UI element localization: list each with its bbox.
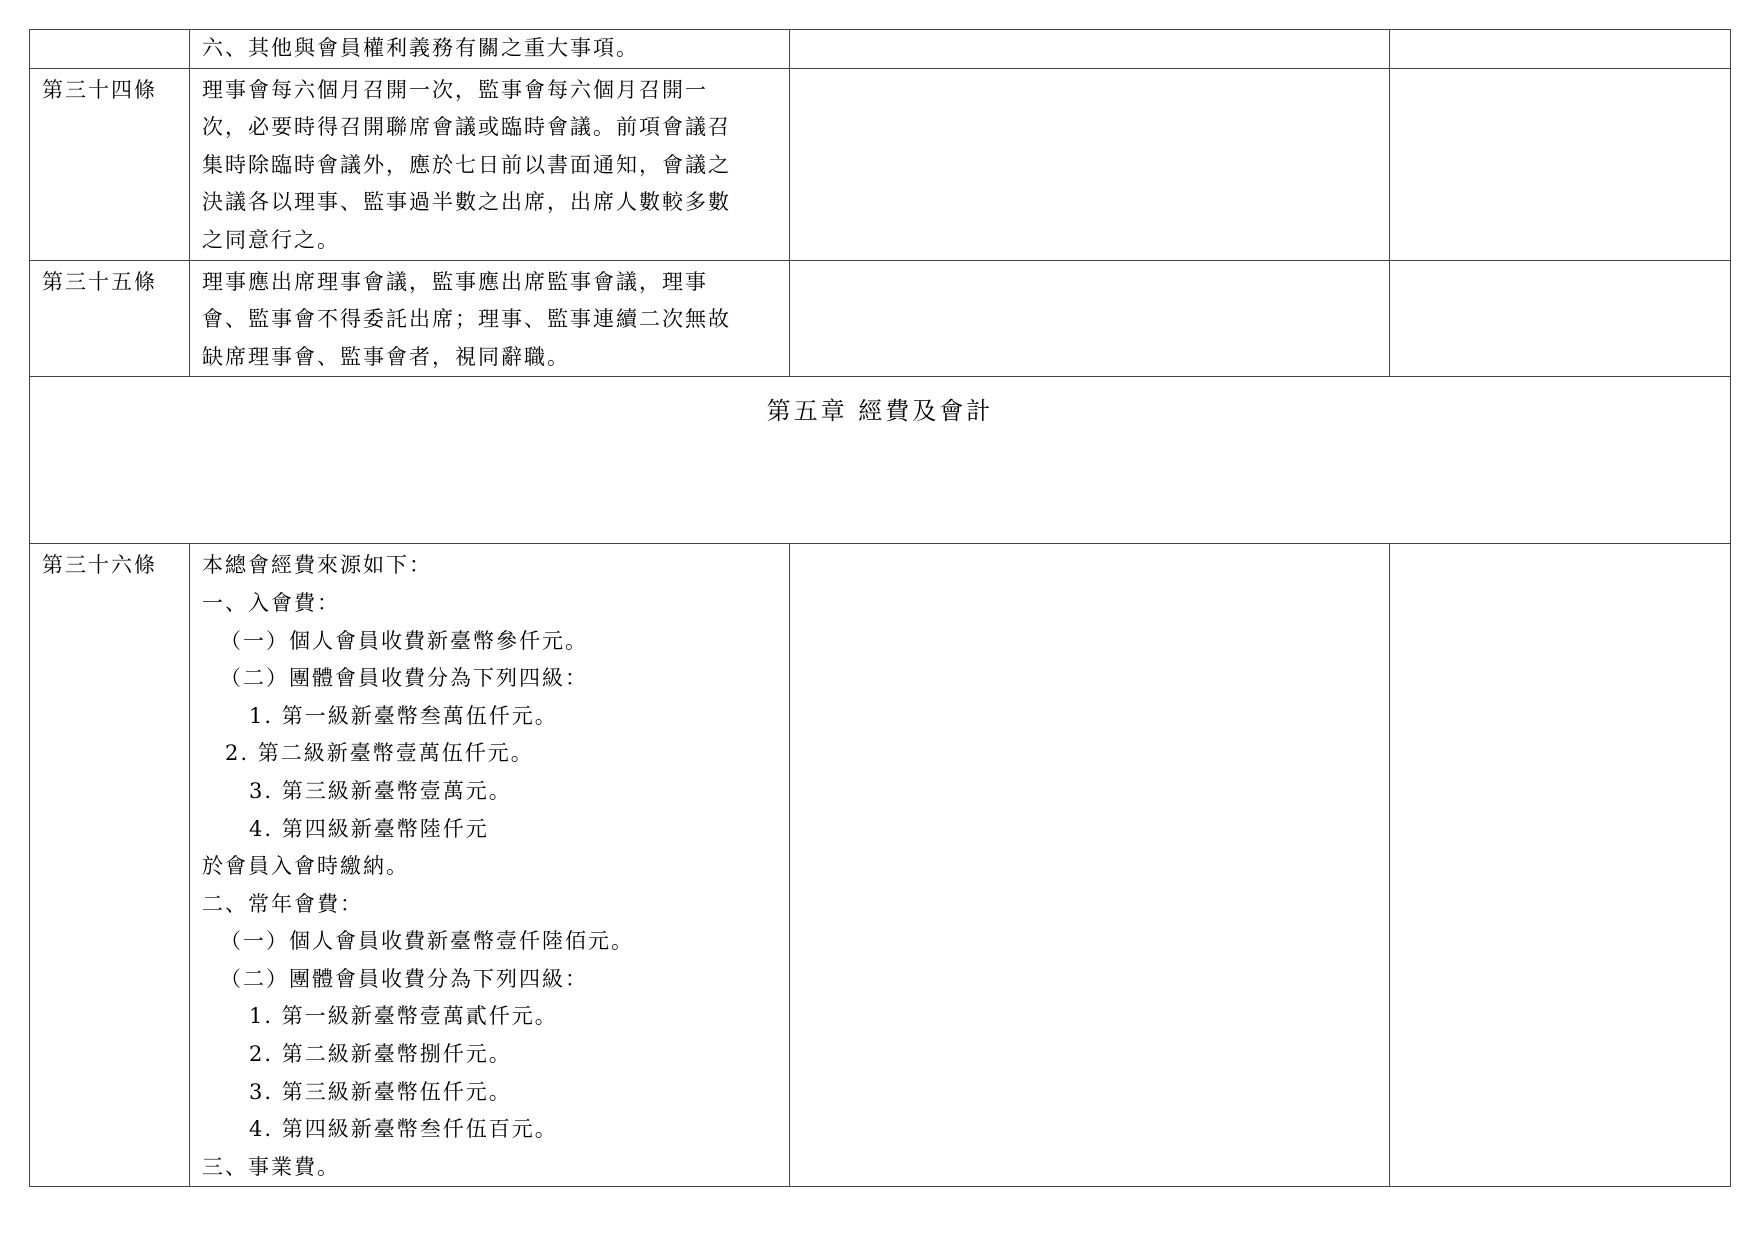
table-row — [30, 30, 1731, 69]
content-line: 理事應出席理事會議，監事應出席監事會議，理事 — [202, 269, 708, 294]
article-number-cell: 第三十四條 — [30, 68, 190, 260]
content-line: 六、其他與會員權利義務有關之重大事項。 — [202, 36, 639, 60]
content-line: 次，必要時得召開聯席會議或臨時會議。前項會議召 — [202, 115, 731, 140]
table-row — [30, 544, 1731, 1187]
content-line: 一、入會費： — [202, 590, 340, 615]
content-line: （二）團體會員收費分為下列四級： — [220, 666, 588, 691]
table-row — [30, 260, 1731, 377]
content-line: 1. 第一級新臺幣叁萬伍仟元。 — [249, 703, 558, 728]
empty-cell — [1390, 68, 1731, 260]
article-content-cell — [190, 30, 790, 69]
content-line: 4. 第四級新臺幣陸仟元 — [249, 816, 489, 841]
content-line: 2. 第二級新臺幣捌仟元。 — [249, 1042, 512, 1067]
content-line: 二、常年會費： — [202, 891, 363, 916]
content-line: （一）個人會員收費新臺幣壹仟陸佰元。 — [220, 929, 634, 954]
article-content-cell — [190, 544, 790, 1187]
chapter-heading: 第五章 經費及會計 — [30, 377, 1731, 544]
articles-table — [29, 29, 1731, 1187]
article-content-cell — [190, 260, 790, 377]
content-line: 之同意行之。 — [202, 227, 340, 252]
content-line: （二）團體會員收費分為下列四級： — [220, 966, 588, 991]
content-line: （一）個人會員收費新臺幣參仟元。 — [220, 628, 588, 653]
content-line: 三、事業費。 — [202, 1154, 340, 1179]
empty-cell — [790, 68, 1390, 260]
article-number-cell: 第三十六條 — [30, 544, 190, 1187]
content-line: 本總會經費來源如下： — [202, 553, 432, 578]
empty-cell — [790, 30, 1390, 69]
content-line: 決議各以理事、監事過半數之出席，出席人數較多數 — [202, 190, 731, 215]
content-line: 理事會每六個月召開一次，監事會每六個月召開一 — [202, 77, 708, 102]
empty-cell — [790, 544, 1390, 1187]
content-line: 3. 第三級新臺幣壹萬元。 — [249, 778, 512, 803]
content-line: 3. 第三級新臺幣伍仟元。 — [249, 1079, 512, 1104]
article-number-cell — [30, 30, 190, 69]
empty-cell — [790, 260, 1390, 377]
content-line: 2. 第二級新臺幣壹萬伍仟元。 — [225, 741, 534, 766]
content-line: 集時除臨時會議外，應於七日前以書面通知，會議之 — [202, 152, 731, 177]
empty-cell — [1390, 260, 1731, 377]
content-line: 1. 第一級新臺幣壹萬貳仟元。 — [249, 1004, 558, 1029]
content-line: 缺席理事會、監事會者，視同辭職。 — [202, 344, 570, 369]
empty-cell — [1390, 30, 1731, 69]
article-content-cell — [190, 68, 790, 260]
table-row — [30, 68, 1731, 260]
content-line: 於會員入會時繳納。 — [202, 854, 409, 879]
empty-cell — [1390, 544, 1731, 1187]
article-number-cell: 第三十五條 — [30, 260, 190, 377]
content-line: 4. 第四級新臺幣叁仟伍百元。 — [249, 1117, 558, 1142]
content-line: 會、監事會不得委託出席；理事、監事連續二次無故 — [202, 307, 731, 332]
chapter-row — [30, 377, 1731, 544]
